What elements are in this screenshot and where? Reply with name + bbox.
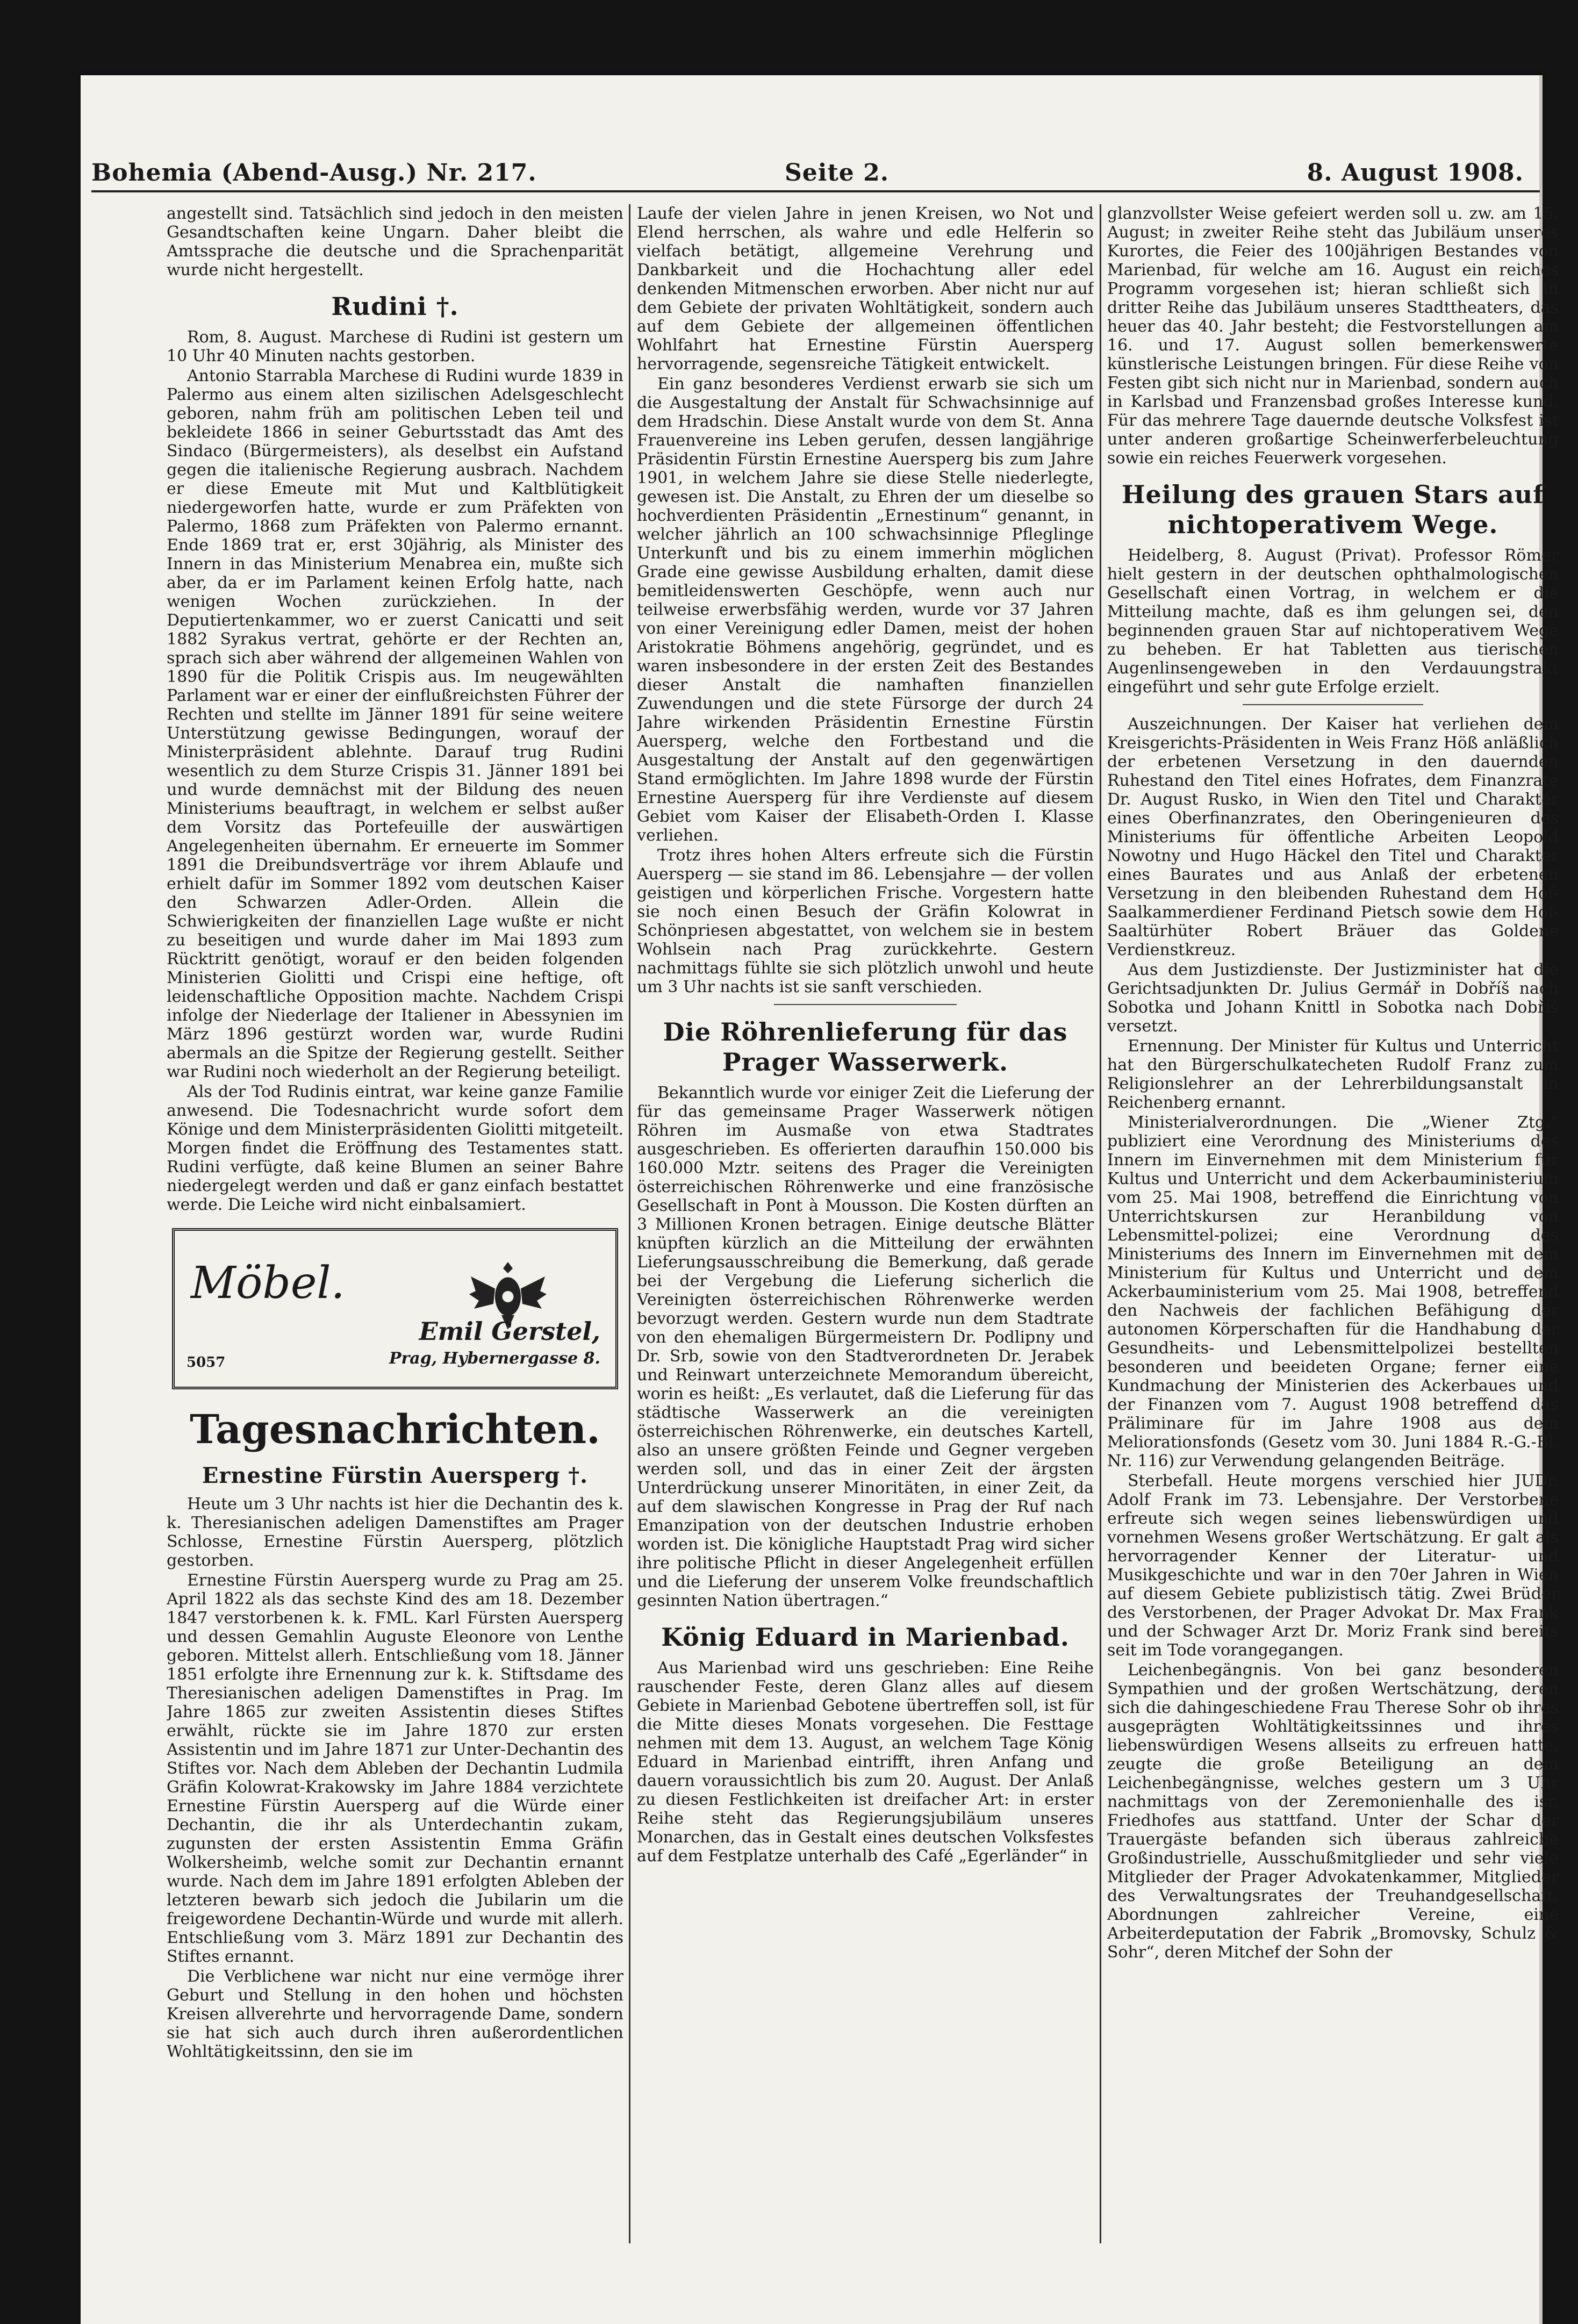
headline-grauer-star: Heilung des grauen Stars auf nichtoperativem Wege.: [1122, 480, 1544, 539]
header-publication: Bohemia (Abend-Ausg.) Nr. 217.: [91, 159, 537, 187]
paragraph: Heute um 3 Uhr nachts ist hier die Dechantin des k. k. Theresianischen adeligen Damenstiftes am Prager Schlosse, Ernestine Fürstin Auersperg, plötzlich gestorben.: [167, 1495, 623, 1570]
paragraph-auszeichnungen: Auszeichnungen. Der Kaiser hat verliehen dem Kreisgerichts-Präsidenten in Weis Franz Höß anläßlich der erbetenen Versetzung in den dauernden Ruhestand den Titel eines Hofrates, dem Finanzrate Dr. August Rusko, in Wien den Titel und Charakter eines Oberfinanzrates, den Oberingenieuren des Ministeriums für öffentliche Arbeiten Leopold Nowotny und Hugo Häckel den Titel und Charakter eines Baurates und aus Anlaß der erbetenen Versetzung in den bleibenden Ruhestand dem Hof-Saalkammerdiener Ferdinand Pietsch sowie dem Hof-Saaltürhüter Robert Bräuer das Goldene Verdienstkreuz.: [1107, 715, 1559, 959]
paragraph-justizdienst: Aus dem Justizdienste. Der Justizminister hat die Gerichtsadjunkten Dr. Julius Germář in Dobříš nach Sobotka und Johann Knittl in Sobotka nach Dobříš versetzt.: [1107, 960, 1559, 1036]
paragraph-leichenbegaengnis: Leichenbegängnis. Von bei ganz besonderen Sympathien und der großen Wertschätzung, deren sich die dahingeschiedene Frau Therese Sohr ob ihres ausgeprägten Wohltätigkeitssinnes und ihres liebenswürdigen Wesens allseits zu erfreuen hatte, zeugte die große Beteiligung an dem Leichenbegängnisse, welches gestern um 3 Uhr nachmittags von der Zeremonienhalle des isr. Friedhofes aus stattfand. Unter der Schar der Trauergäste befanden sich überaus zahlreiche Großindustrielle, Ausschußmitglieder und sehr viele Mitglieder der Prager Advokatenkammer, Mitglieder des Verwaltungsrates der Treuhandgesellschaft, Abordnungen zahlreicher Vereine, eine Arbeiterdeputation der Fabrik „Bromovsky, Schulz & Sohr“, deren Mitchef der Sohn der: [1107, 1661, 1559, 1962]
article-continuation: glanzvollster Weise gefeiert werden soll u. zw. am 15. August; in zweiter Reihe steht das Jubiläum unseres Kurortes, die Feier des 100jährigen Bestandes von Marienbad, für welche am 16. August ein reiches Programm vorgesehen ist; hieran schließt sich in dritter Reihe das Jubiläum unseres Stadttheaters, das heuer das 40. Jahr besteht; die Festvorstellungen am 16. und 17. August sollen bemerkenswerte künstlerische Leistungen bringen. Für diese Reihe von Festen gibt sich nicht nur in Marienbad, sondern auch in Karlsbad und Franzensbad großes Interesse kund. Für das mehrere Tage dauernde deutsche Volksfest ist unter anderen großartige Scheinwerferbeleuchtung sowie ein reiches Feuerwerk vorgesehen.: [1107, 204, 1559, 468]
column-1: [167, 204, 623, 2243]
paragraph: Aus Marienbad wird uns geschrieben: Eine Reihe rauschender Feste, deren Glanz alles auf diesem Gebiete in Marienbad Gebotene übertreffen soll, ist für die Mitte dieses Monats vorgesehen. Die Festtage nehmen mit dem 13. August, an welchem Tage König Eduard in Marienbad eintrifft, ihren Anfang und dauern voraussichtlich bis zum 20. August. Der Anlaß zu diesen Festlichkeiten ist dreifacher Art: in erster Reihe steht das Regierungsjubiläum unseres Monarchen, das in Gestalt eines deutschen Volksfestes auf dem Festplatze unterhalb des Café „Egerländer“ in: [637, 1659, 1094, 1866]
headline-auersperg: Ernestine Fürstin Auersperg †.: [202, 1463, 589, 1488]
paragraph: Trotz ihres hohen Alters erfreute sich die Fürstin Auersperg — sie stand im 86. Lebensjahre — der vollen geistigen und körperlichen Frische. Vorgestern hatte sie noch einen Besuch der Gräfin Kolowrat in Schönpriesen abgestattet, von welchem sie in bestem Wohlsein nach Prag zurückkehrte. Gestern nachmittags fühlte sie sich plötzlich unwohl und heute um 3 Uhr nachts ist sie sanft verschieden.: [637, 846, 1094, 996]
column-2: [637, 204, 1094, 2243]
separator: [1243, 704, 1423, 705]
paragraph-ministerialverordnungen: Ministerialverordnungen. Die „Wiener Ztg.“ publiziert eine Verordnung des Ministeriums des Innern im Einvernehmen mit dem Ministerium für Kultus und Unterricht und dem Ackerbauministerium vom 25. Mai 1908, betreffend die Einrichtung von Unterrichtskursen zur Heranbildung von Lebensmittel-polizei; eine Verordnung des Ministeriums des Innern im Einvernehmen mit dem Ministerium für Kultus und Unterricht und dem Ackerbauministerium vom 25. Mai 1908, betreffend den Nachweis der fachlichen Befähigung der autonomen Körperschaften für die Handhabung der Gesundheits- und Lebensmittelpolizei bestellten besonderen und beeideten Organe; ferner eine Kundmachung der Ministerien des Ackerbaues und der Finanzen vom 7. August 1908 betreffend das Präliminare für im Jahre 1908 aus dem Meliorationsfonds (Gesetz vom 30. Juni 1884 R.-G.-Bl. Nr. 116) zur Verwendung gelangenden Beiträge.: [1107, 1113, 1559, 1471]
paragraph-ernennung: Ernennung. Der Minister für Kultus und Unterricht hat den Bürgerschulkatecheten Rudolf Franz zum Religionslehrer an der Lehrerbildungsanstalt in Reichenberg ernannt.: [1107, 1037, 1559, 1112]
paragraph: Ein ganz besonderes Verdienst erwarb sie sich um die Ausgestaltung der Anstalt für Schwachsinnige auf dem Hradschin. Diese Anstalt wurde von dem St. Anna Frauenvereine ins Leben gerufen, dessen langjährige Präsidentin Fürstin Ernestine Auersperg bis zum Jahre 1901, in welchem Jahre sie diese Stelle niederlegte, gewesen ist. Die Anstalt, zu Ehren der um dieselbe so hochverdienten Präsidentin „Ernestinum“ genannt, in welcher jährlich an 100 schwachsinnige Pfleglinge Unterkunft und bis zu einem immerhin möglichen Grade eine gewisse Ausbildung erhalten, damit diese bemitleidenswerten Geschöpfe, wenn auch nur teilweise erwerbsfähig werden, wurde vor 37 Jahren von einer Vereinigung edler Damen, meist der hohen Aristokratie Böhmens angehörig, gegründet, und es waren insbesondere in der ersten Zeit des Bestandes dieser Anstalt die namhaften finanziellen Zuwendungen und die stete Fürsorge der durch 24 Jahre wirkenden Präsidentin Ernestine Fürstin Auersperg, welche den Fortbestand und die Ausgestaltung der Anstalt auf den gegenwärtigen Stand ermöglichten. Im Jahre 1898 wurde der Fürstin Ernestine Auersperg für ihre Verdienste auf diesem Gebiet vom Kaiser der Elisabeth-Orden I. Klasse verliehen.: [637, 375, 1094, 845]
paragraph: Die Verblichene war nicht nur eine vermöge ihrer Geburt und Stellung in den hohen und höchsten Kreisen allverehrte und hervorragende Dame, sondern sie hat sich auch durch ihren außerordentlichen Wohltätigkeitssinn, den sie im: [167, 1967, 623, 2061]
paragraph: Antonio Starrabla Marchese di Rudini wurde 1839 in Palermo aus einem alten sizilischen Adelsgeschlecht geboren, nahm früh am politischen Leben teil und bekleidete 1866 in seiner Geburtsstadt das Amt des Sindaco (Bürgermeisters), als deselbst ein Aufstand gegen die italienische Regierung ausbrach. Nachdem er diese Emeute mit Mut und Kaltblütigkeit niedergeworfen hatte, wurde er zum Präfekten von Palermo, 1868 zum Präfekten von Palermo ernannt. Ende 1869 trat er, erst 30jährig, als Minister des Innern in das Ministerium Menabrea ein, mußte sich aber, da er im Parlament keinen Erfolg hatte, nach wenigen Wochen zurückziehen. In der Deputiertenkammer, wo er zuerst Canicatti und seit 1882 Syrakus vertrat, gehörte er der Rechten an, sprach sich aber während der allgemeinen Wahlen von 1890 für die Politik Crispis aus. Im neugewählten Parlament war er einer der einflußreichsten Führer der Rechten und stellte im Jänner 1891 für seine weitere Unterstützung gewisse Bedingungen, worauf der Ministerpräsident ablehnte. Darauf trug Rudini wesentlich zu dem Sturze Crispis 31. Jänner 1891 bei und wurde demnächst mit der Bildung des neuen Ministeriums beauftragt, in welchem er selbst außer dem Vorsitz das Portefeuille der auswärtigen Angelegenheiten übernahm. Er erneuerte im Sommer 1891 die Dreibundsverträge vor ihrem Ablaufe und erhielt dafür im Sommer 1892 vom deutschen Kaiser den Schwarzen Adler-Orden. Allein die Schwierigkeiten der finanziellen Lage wußte er nicht zu beseitigen und wurde daher im Mai 1893 zum Rücktritt genötigt, worauf er den beiden folgenden Ministerien Giolitti und Crispi eine heftige, oft leidenschaftliche Opposition machte. Nachdem Crispi infolge der Niederlage der Italiener in Abessynien im März 1896 gestürzt worden war, wurde Rudini abermals an die Spitze der Regierung gestellt. Seither war Rudini noch wiederholt an der Regierung beteiligt.: [167, 367, 623, 1081]
paragraph: Ernestine Fürstin Auersperg wurde zu Prag am 25. April 1822 als das sechste Kind des am 18. Dezember 1847 verstorbenen k. k. FML. Karl Fürsten Auersperg und dessen Gemahlin Auguste Eleonore von Lenthe geboren. Mittelst allerh. Entschließung vom 18. Jänner 1851 erfolgte ihre Ernennung zur k. k. Stiftsdame des Theresianischen adeligen Damenstiftes in Prag. Im Jahre 1865 zur zweiten Assistentin dieses Stiftes erwählt, rückte sie im Jahre 1870 zur ersten Assistentin und im Jahre 1871 zur Unter-Dechantin des Stiftes vor. Nach dem Ableben der Dechantin Ludmila Gräfin Kolowrat-Krakowsky im Jahre 1884 verzichtete Ernestine Fürstin Auersperg auf die Würde einer Dechantin, die ihr als Unterdechantin zukam, zugunsten der ersten Assistentin Emma Gräfin Wolkersheimb, welche somit zur Dechantin ernannt wurde. Nach dem im Jahre 1891 erfolgten Ableben der letzteren bewarb sich jedoch die Jubilarin um die freigewordene Dechantin-Würde und wurde mit allerh. Entschließung vom 3. März 1891 zur Dechantin des Stiftes ernannt.: [167, 1571, 623, 1966]
column-divider: [629, 204, 630, 2243]
headline-koenig-eduard: König Eduard in Marienbad.: [661, 1623, 1070, 1652]
advertisement-moebel: [172, 1228, 618, 1389]
separator: [774, 1004, 957, 1005]
paragraph: Heidelberg, 8. August (Privat). Professor Römer hielt gestern in der deutschen ophthalmologischen Gesellschaft einen Vortrag, in welchem er die Mitteilung machte, daß es ihm gelungen sei, den beginnenden grauen Star auf nichtoperativem Wege zu beheben. Er hat Tabletten aus tierischen Augenlinsengeweben in den Verdauungstrakt eingeführt und sehr gute Erfolge erzielt.: [1107, 546, 1559, 697]
headline-roehrenlieferung: Die Röhrenlieferung für das Prager Wasserwerk.: [663, 1017, 1068, 1077]
section-title-tagesnachrichten: Tagesnachrichten.: [190, 1407, 600, 1453]
headline-rudini: Rudini †.: [331, 292, 459, 321]
ad-code: 5057: [187, 1354, 226, 1371]
paragraph: Rom, 8. August. Marchese di Rudini ist gestern um 10 Uhr 40 Minuten nachts gestorben.: [167, 328, 623, 365]
column-divider: [1100, 204, 1101, 2243]
article-continuation: Laufe der vielen Jahre in jenen Kreisen, wo Not und Elend herrschen, als wahre und edle Helferin so vielfach betätigt, allgemeine Verehrung und Dankbarkeit und die Hochachtung aller edel denkenden Mitmenschen erworben. Aber nicht nur auf dem Gebiete der privaten Wohltätigkeit, sondern auch auf dem Gebiete der allgemeinen öffentlichen Wohlfahrt hat Ernestine Fürstin Auersperg hervorragende, segensreiche Tätigkeit entwickelt.: [637, 204, 1094, 374]
paragraph: Bekanntlich wurde vor einiger Zeit die Lieferung der für das gemeinsame Prager Wasserwerk nötigen Röhren im Ausmaße von etwa Stadtrates ausgeschrieben. Es offerierten daraufhin 150.000 bis 160.000 Mztr. seitens des Prager die Vereinigten österreichischen Röhrenwerke und eine französische Gesellschaft in Pont à Mousson. Die Kosten dürften an 3 Millionen Kronen betragen. Einige deutsche Blätter knüpften kürzlich an die Mitteilung der erwähnten Lieferungsausschreibung die Bemerkung, daß gerade bei der Vergebung die Lieferung sicherlich die Vereinigten österreichischen Röhrenwerke werden bevorzugt werden. Gestern wurde nun dem Stadtrate von den ehemaligen Bürgermeistern Dr. Podlipny und Dr. Srb, sowie von den Stadtverordneten Dr. Jerabek und Reinwart unterzeichnete Memorandum übereicht, worin es heißt: „Es verlautet, daß die Lieferung für das städtische Wasserwerk an die vereinigten österreichischen Röhrenwerke, ein deutsches Kartell, also an unsere größten Feinde und Gegner vergeben werden soll, und das in einer Zeit der ärgsten Unterdrückung unserer Minoritäten, in einer Zeit, da auf dem slawischen Kongresse in Prag der Ruf nach Emanzipation von der deutschen Industrie erhoben worden ist. Die königliche Hauptstadt Prag wird sicher ihre politische Pflicht in dieser Angelegenheit erfüllen und die Lieferung der unserem Volke freundschaftlich gesinnten Nation übertragen.“: [637, 1084, 1094, 1610]
header-page-number: Seite 2.: [785, 159, 890, 187]
paragraph-sterbefall: Sterbefall. Heute morgens verschied hier JUDr. Adolf Frank im 73. Lebensjahre. Der Verstorbene erfreute sich wegen seines liebenswürdigen und vornehmen Wesens großer Wertschätzung. Er galt als hervorragender Kenner der Literatur- und Musikgeschichte und war in den 70er Jahren in Wien auf diesem Gebiete publizistisch tätig. Zwei Brüder des Verstorbenen, der Prager Advokat Dr. Max Frank und der Schwager Arzt Dr. Moriz Frank sind bereits seit im Tode vorangegangen.: [1107, 1472, 1559, 1660]
header-rule: [91, 190, 1540, 192]
ad-title: Möbel.: [191, 1258, 345, 1309]
article-continuation: angestellt sind. Tatsächlich sind jedoch in den meisten Gesandtschaften keine Ungarn. Daher bleibt die Amtssprache die deutsche und die Sprachenparität wurde nicht hergestellt.: [167, 204, 623, 279]
page-header: [91, 156, 1540, 199]
ad-address: Prag, Hybernergasse 8.: [389, 1349, 600, 1368]
header-date: 8. August 1908.: [1307, 159, 1524, 187]
column-3: [1107, 204, 1559, 2243]
ad-company-name: Emil Gerstel,: [419, 1317, 600, 1346]
paragraph: Als der Tod Rudinis eintrat, war keine ganze Familie anwesend. Die Todesnachricht wurde sofort dem Könige und dem Ministerpräsidenten Giolitti mitgeteilt. Morgen findet die Eröffnung des Testamentes statt. Rudini verfügte, daß keine Blumen an seiner Bahre niedergelegt werden und daß er ganz einfach bestattet werde. Die Leiche wird nicht einbalsamiert.: [167, 1082, 623, 1214]
